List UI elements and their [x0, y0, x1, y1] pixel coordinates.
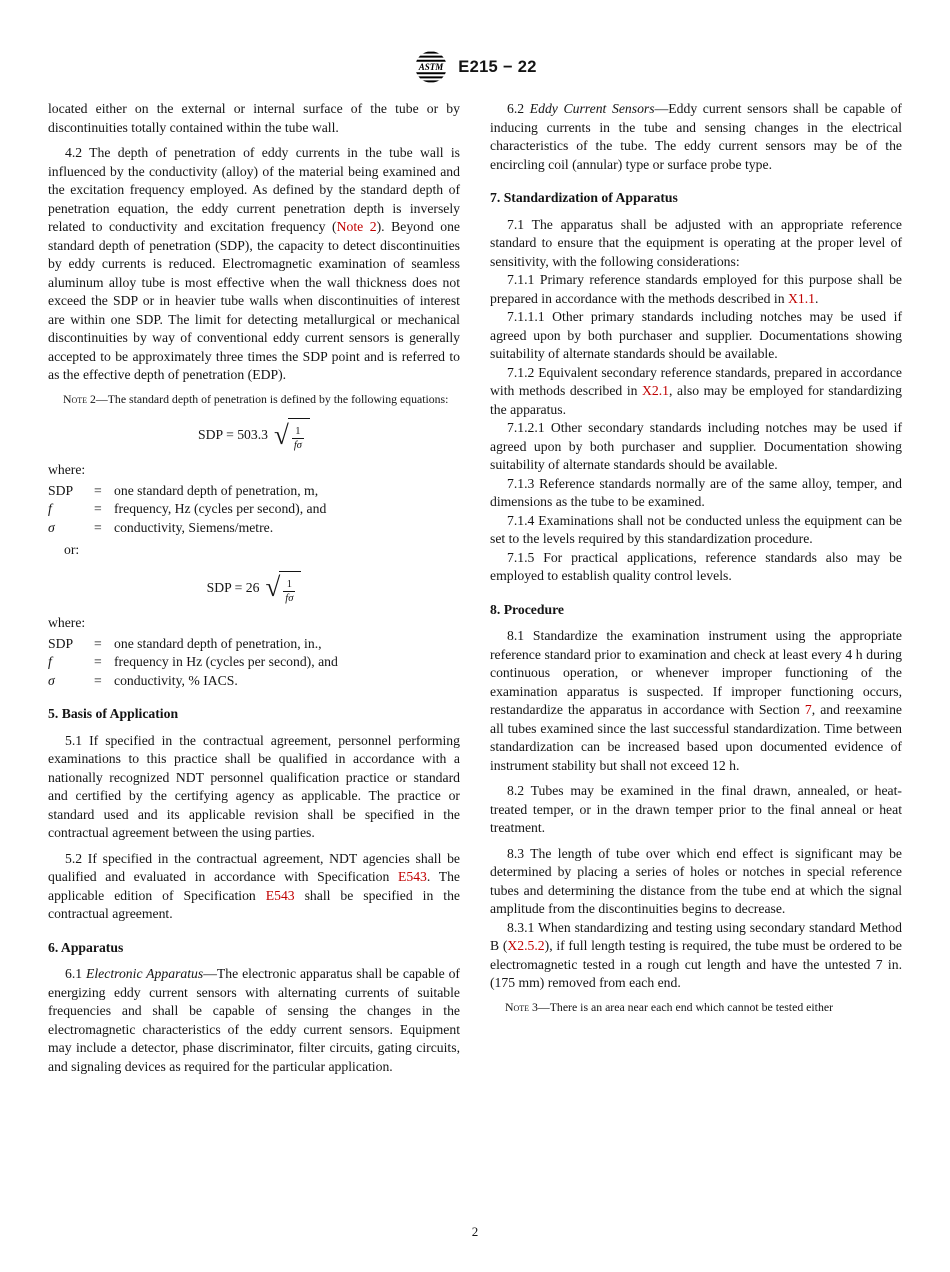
- ref-link[interactable]: 7: [804, 702, 812, 717]
- paragraph-5-1: [48, 732, 460, 843]
- text-run: 5.1 If specified in the contractual agreement, personnel performing examinations to this practice shall be qualified in accordance with a nationally recognized NDT personnel qualification practice or standard and certified by the certifying agency as applicable. The practice or standard used and its applicable revision shall be specified in the contractual agreement between the using parties.: [48, 732, 460, 841]
- text-run: ). Beyond one standard depth of penetration (SDP), the capacity to detect discontinuities by eddy currents is reduced. Electromagnetic examination of seamless aluminum alloy tube is most effective when the wall thickness does not exceed the SDP or in heavier tube walls when discontinuities of interest are within one SDP. The limit for detecting metallurgical or mechanical discontinuities by way of conventional eddy current sensors is generally accepted to be approximately three times the SDP point and is referred to as the effective depth of penetration (EDP).: [48, 219, 461, 382]
- section-heading-apparatus: 6. Apparatus: [48, 939, 124, 955]
- ref-link[interactable]: E543: [398, 869, 427, 885]
- definition-row: [48, 500, 460, 519]
- paragraph-6-1: [48, 965, 460, 1076]
- symbol-description: one standard depth of penetration, m,: [114, 482, 319, 498]
- equation-sdp-si: [48, 418, 460, 452]
- equation-expression: [198, 418, 310, 452]
- text-run: shall be specified in the contractual agreement.: [48, 887, 461, 922]
- symbol-description: frequency in Hz (cycles per second), and: [114, 654, 338, 670]
- radicand: [279, 571, 301, 605]
- fraction-denominator: fσ: [293, 440, 302, 452]
- right-column: [490, 100, 902, 1076]
- text-run: 7.1.4 Examinations shall not be conducted unless the equipment can be set to the levels required by this standardization procedure.: [490, 512, 902, 546]
- symbol: σ: [48, 519, 55, 535]
- equation-expression: [207, 571, 302, 605]
- where-label: where:: [48, 462, 86, 478]
- paragraph-7-1-1-1: [490, 308, 902, 364]
- radical-sign-icon: √: [274, 419, 289, 450]
- paragraph-7-1: [490, 216, 902, 272]
- section-heading-basis-of-application: 5. Basis of Application: [48, 706, 179, 722]
- paragraph-7-1-2: [490, 364, 902, 420]
- symbol-description: one standard depth of penetration, in.,: [114, 635, 322, 651]
- text-run: 7.1.2.1 Other secondary standards including notches may be used if agreed upon by both purchaser and supplier. Documentation showing suitability of alternate standards should be available.: [490, 420, 902, 472]
- text-run: 8.3.1 When standardizing and testing using secondary standard Method B (: [490, 919, 902, 953]
- fraction-numerator: 1: [286, 578, 292, 590]
- paragraph-5-2: [48, 850, 460, 924]
- page-number: 2: [471, 1224, 479, 1239]
- equation-lhs: SDP = 503.3: [198, 426, 269, 442]
- text-run: 4.2 The depth of penetration of eddy currents in the tube wall is influenced by the conductivity (alloy) of the material being examined and the excitation frequency employed. As defined by the standard depth of penetration equation, the eddy current penetration depth is inversely related to conductivity and excitation frequency (: [48, 145, 460, 234]
- equals-sign: =: [94, 519, 102, 535]
- symbol: SDP: [48, 635, 74, 651]
- text-run: —Eddy current sensors shall be capable of inducing currents in the tube and sensing changes in the electrical characteristics of the tube. The eddy current sensors may be of the encircling coil (annular) type or surface probe type.: [490, 101, 902, 172]
- text-run: Note 3—: [505, 999, 550, 1014]
- symbol-description: conductivity, % IACS.: [114, 672, 238, 688]
- text-run: ), if full length testing is required, the tube must be ordered to be electromagnetic tested in a rough cut length and have the untested 7 in. (175 mm) removed from each end.: [490, 938, 903, 990]
- definition-row: [48, 519, 460, 538]
- text-run: , also may be employed for standardizing the apparatus.: [490, 383, 902, 417]
- where-label: where:: [48, 615, 86, 631]
- definition-row: [48, 482, 460, 501]
- paragraph-7-1-2-1: [490, 419, 902, 475]
- ref-link[interactable]: X1.1: [787, 290, 815, 306]
- text-run: , and reexamine all tubes examined since the last successful standardization. Time between standardization can be increased based upon documented evidence of instrument stability but shall not exceed 12 h.: [490, 702, 902, 773]
- ref-link[interactable]: X2.1: [642, 383, 670, 398]
- text-run: . The applicable edition of Specification: [48, 869, 460, 903]
- ref-link[interactable]: E543: [265, 887, 295, 903]
- section-heading-procedure: 8. Procedure: [490, 601, 564, 617]
- definition-row: [48, 635, 460, 654]
- text-run: 7.1.1 Primary reference standards employed for this purpose shall be prepared in accordance with the methods described in: [490, 272, 902, 306]
- symbol-description: conductivity, Siemens/metre.: [114, 519, 274, 535]
- text-run: 6.2: [507, 101, 530, 116]
- text-run: Note 2—: [63, 391, 108, 406]
- definition-row: [48, 653, 460, 672]
- text-run: —The electronic apparatus shall be capable of energizing eddy current sensors with alternating currents of suitable frequencies and shall be capable of sensing the changes in the electromagnetic characteristics of the eddy current sensors. Equipment may include a detector, phase discriminator, filter circuits, gating circuits, and signaling devices as required for the particular application.: [48, 966, 460, 1074]
- text-run: 8.3 The length of tube over which end effect is significant may be determined by placing a series of holes or notches in special reference tubes and determining the distance from the tube end at which the signal amplitude from the discontinuities begins to decrease.: [490, 845, 902, 916]
- text-run: 8.1 Standardize the examination instrument using the appropriate reference standard prior to examination and check at least every 4 h during continuous operation, or whenever improper functioning of the examination apparatus is suspected. If improper functioning occurs, restandardize the apparatus in accordance with Section: [490, 628, 902, 717]
- text-run: The standard depth of penetration is defined by the following equations:: [107, 391, 449, 406]
- text-run: 7.1.2 Equivalent secondary reference standards, prepared in accordance with methods described in: [490, 364, 902, 398]
- equals-sign: =: [94, 654, 102, 670]
- standard-designation: E215 − 22: [458, 57, 537, 76]
- equals-sign: =: [94, 501, 102, 517]
- text-run: 5.2 If specified in the contractual agreement, NDT agencies shall be qualified and evaluated in accordance with Specification: [48, 850, 460, 885]
- document-footer: [0, 1224, 950, 1240]
- paragraph-4-2: [48, 144, 460, 385]
- text-run: Electronic Apparatus: [86, 966, 204, 982]
- document-header: [48, 46, 902, 88]
- equation-sdp-inch: [48, 571, 460, 605]
- text-run: 6.1: [65, 966, 87, 982]
- section-heading-standardization: 7. Standardization of Apparatus: [490, 190, 678, 205]
- equals-sign: =: [94, 672, 102, 688]
- fraction-denominator: fσ: [285, 592, 294, 604]
- definition-row: [48, 672, 460, 691]
- paragraph-7-1-4: [490, 512, 902, 549]
- text-run: 7.1.1.1 Other primary standards including notches may be used if agreed upon by both purchaser and supplier. Documentations showing suitability of alternate standards should be available.: [490, 309, 902, 361]
- radical-sign-icon: √: [265, 572, 281, 603]
- equation-lhs: SDP = 26: [206, 579, 260, 595]
- paragraph-6-2: [490, 100, 902, 174]
- fraction-numerator: 1: [295, 426, 301, 438]
- text-run: 7.1.3 Reference standards normally are of the same alloy, temper, and dimensions as the tube to be examined.: [490, 475, 902, 509]
- text-run: 8.2 Tubes may be examined in the final drawn, annealed, or heat-treated temper, or in the drawn temper prior to the final anneal or heat treatment.: [490, 783, 902, 835]
- or-label: or:: [64, 542, 80, 558]
- paragraph-continuation: [48, 100, 460, 137]
- paragraph-7-1-5: [490, 549, 902, 586]
- paragraph-8-3: [490, 845, 902, 919]
- ref-link[interactable]: Note 2: [336, 219, 377, 234]
- text-run: located either on the external or internal surface of the tube or by discontinuities totally contained within the tube wall.: [48, 101, 460, 135]
- where-list-inch: [48, 614, 460, 690]
- text-run: .: [814, 290, 819, 306]
- paragraph-8-2: [490, 782, 902, 838]
- note-3: [490, 1000, 902, 1016]
- symbol: f: [48, 654, 52, 670]
- fraction: [292, 425, 304, 452]
- radicand: [288, 418, 310, 452]
- symbol: SDP: [48, 482, 74, 498]
- symbol: f: [48, 501, 52, 517]
- astm-logo-text: ASTM: [419, 62, 444, 73]
- paragraph-8-3-1: [490, 919, 902, 993]
- equals-sign: =: [94, 482, 102, 498]
- note-2: [48, 392, 460, 408]
- text-run: Eddy Current Sensors: [529, 101, 655, 116]
- two-column-body: [48, 100, 902, 1076]
- text-run: 7.1.5 For practical applications, reference standards also may be employed to establish quality control levels.: [490, 549, 902, 583]
- ref-link[interactable]: X2.5.2: [507, 938, 545, 953]
- text-run: 7.1 The apparatus shall be adjusted with an appropriate reference standard to ensure that the equipment is operating at the proper level of sensitivity, with the following considerations:: [490, 216, 902, 269]
- symbol: σ: [48, 672, 55, 688]
- paragraph-7-1-3: [490, 475, 902, 512]
- paragraph-8-1: [490, 627, 902, 775]
- fraction: [283, 578, 295, 605]
- astm-logo-icon: [413, 49, 449, 85]
- symbol-description: frequency, Hz (cycles per second), and: [114, 501, 327, 517]
- text-run: There is an area near each end which cannot be tested either: [549, 999, 834, 1014]
- equals-sign: =: [94, 635, 102, 651]
- left-column: [48, 100, 460, 1076]
- paragraph-7-1-1: [490, 271, 902, 308]
- where-list-si: [48, 461, 460, 537]
